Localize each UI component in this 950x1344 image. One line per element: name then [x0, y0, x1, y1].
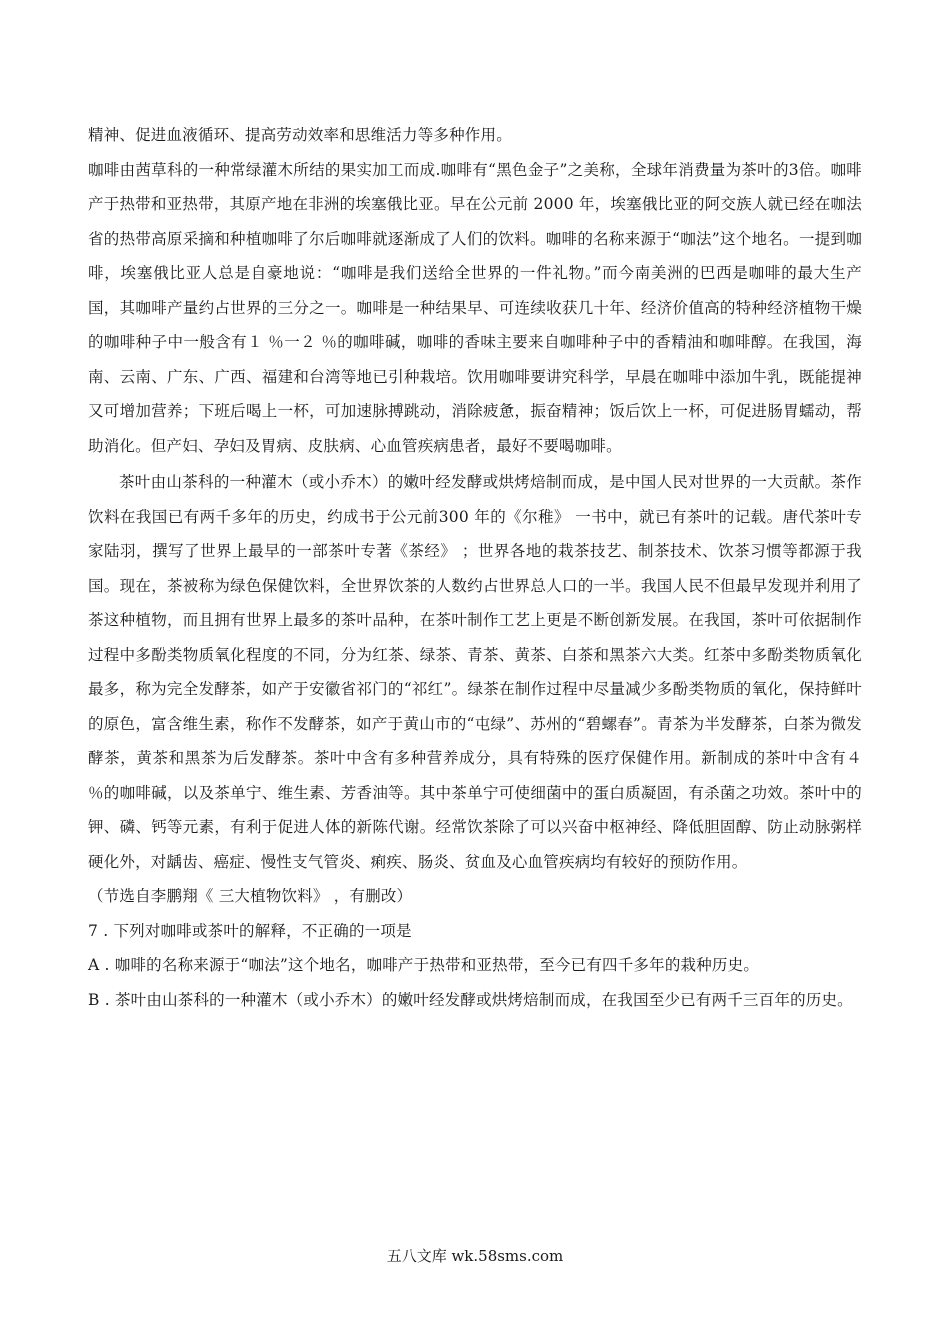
document-body	[88, 118, 862, 1017]
option-b: B . 茶叶由山茶科的一种灌木（或小乔木）的嫩叶经发酵或烘烤焙制而成，在我国至少已有两千三百年的历史。	[88, 990, 853, 1009]
question-7: 7 . 下列对咖啡或茶叶的解释，不正确的一项是	[88, 921, 412, 940]
paragraph-continuation: 精神、促进血液循环、提高劳动效率和思维活力等多种作用。	[88, 126, 512, 144]
paragraph-coffee: 咖啡由茜草科的一种常绿灌木所结的果实加工而成.咖啡有“黑色金子”之美称，全球年消费量为茶叶的3倍。咖啡产于热带和亚热带，其原产地在非洲的埃塞俄比亚。早在公元前 2000 年，埃塞俄比亚的阿交族人就已经在咖法省的热带高原采摘和种植咖啡了尔后咖啡就逐渐成了人们的饮料。咖啡的名称来源于“咖法”这个地名。一提到咖啡，埃塞俄比亚人总是自豪地说：“咖啡是我们送给全世界的一件礼物。”而今南美洲的巴西是咖啡的最大生产国，其咖啡产量约占世界的三分之一。咖啡是一种结果早、可连续收获几十年、经济价值高的特种经济植物干燥的咖啡种子中一般含有１ ％一２ ％的咖啡碱，咖啡的香味主要来自咖啡种子中的香精油和咖啡醇。在我国，海南、云南、广东、广西、福建和台湾等地已引种栽培。饮用咖啡要讲究科学，早晨在咖啡中添加牛乳，既能提神又可增加营养；下班后喝上一杯，可加速脉搏跳动，消除疲惫，振奋精神；饭后饮上一杯，可促进肠胃蠕动，帮助消化。但产妇、孕妇及胃病、皮肤病、心血管疾病患者，最好不要喝咖啡。	[88, 160, 862, 455]
paragraph-tea: 茶叶由山茶科的一种灌木（或小乔木）的嫩叶经发酵或烘烤焙制而成，是中国人民对世界的一大贡献。茶作饮料在我国已有两千多年的历史，约成书于公元前300 年的《尔稚》 一书中，就已有茶叶的记载。唐代茶叶专家陆羽，撰写了世界上最早的一部茶叶专著《茶经》 ；世界各地的栽茶技艺、制茶技术、饮茶习惯等都源于我国。现在，茶被称为绿色保健饮料，全世界饮茶的人数约占世界总人口的一半。我国人民不但最早发现并利用了茶这种植物，而且拥有世界上最多的茶叶品种，在茶叶制作工艺上更是不断创新发展。在我国，茶叶可依据制作过程中多酚类物质氧化程度的不同，分为红茶、绿茶、青茶、黄茶、白茶和黑茶六大类。红茶中多酚类物质氧化最多，称为完全发酵茶，如产于安徽省祁门的“祁红”。绿茶在制作过程中尽量减少多酚类物质的氧化，保持鲜叶的原色，富含维生素，称作不发酵茶，如产于黄山市的“屯绿”、苏州的“碧螺春”。青茶为半发酵茶，白茶为微发酵茶，黄茶和黑茶为后发酵茶。茶叶中含有多种营养成分，具有特殊的医疗保健作用。新制成的茶叶中含有４ ％的咖啡碱，以及茶单宁、维生素、芳香油等。其中茶单宁可使细菌中的蛋白质凝固，有杀菌之功效。茶叶中的钾、磷、钙等元素，有利于促进人体的新陈代谢。经常饮茶除了可以兴奋中枢神经、降低胆固醇、防止动脉粥样硬化外，对龋齿、癌症、慢性支气管炎、痢疾、肠炎、贫血及心血管疾病均有较好的预防作用。	[88, 473, 862, 871]
source-citation: （节选自李鹏翔《 三大植物饮料》 ，有删改）	[88, 887, 413, 905]
option-a: A . 咖啡的名称来源于“咖法”这个地名，咖啡产于热带和亚热带，至今已有四千多年的栽种历史。	[88, 956, 760, 974]
page-footer: 五八文库 wk.58sms.com	[386, 1247, 564, 1265]
